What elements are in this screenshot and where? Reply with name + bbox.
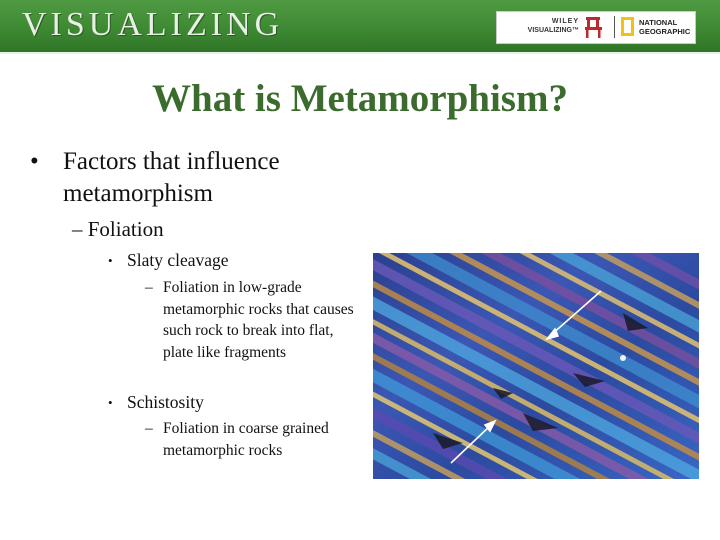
sub-bullet-foliation <box>72 217 164 242</box>
foliation-text: Foliation <box>87 217 164 241</box>
header-banner <box>0 0 720 54</box>
natgeo-frame-icon <box>621 17 634 36</box>
schistosity-detail-text: Foliation in coarse grained metamorphic rocks <box>163 420 329 459</box>
chair-icon <box>583 15 605 39</box>
banner-title: VISUALIZING <box>22 6 284 43</box>
dash-glyph: – <box>72 217 83 241</box>
wiley-wordmark: WILEY <box>551 18 579 25</box>
natgeo-line-1: NATIONAL <box>639 18 678 27</box>
wiley-logo <box>505 17 579 35</box>
bullet-dot: • <box>30 148 39 175</box>
dash-glyph: – <box>145 279 153 296</box>
publisher-logo <box>496 11 696 44</box>
natgeo-logo <box>639 18 690 36</box>
bullet-factors-text: Factors that influence metamorphism <box>63 148 280 207</box>
schistosity-label: Schistosity <box>127 392 204 412</box>
slaty-cleavage-detail-text: Foliation in low-grade metamorphic rocks that causes such rock to break into flat, plate like fragments <box>163 279 354 361</box>
slaty-cleavage-label: Slaty cleavage <box>127 250 229 270</box>
logo-divider <box>614 16 615 38</box>
bullet-dot: • <box>108 395 113 410</box>
rock-thin-section-photo <box>373 253 699 479</box>
bullet-dot: • <box>108 253 113 268</box>
slide-title: What is Metamorphism? <box>152 77 568 120</box>
natgeo-line-2: GEOGRAPHIC <box>639 27 691 36</box>
wiley-visualizing-wordmark: VISUALIZING™ <box>527 27 579 34</box>
dash-glyph: – <box>145 420 153 437</box>
